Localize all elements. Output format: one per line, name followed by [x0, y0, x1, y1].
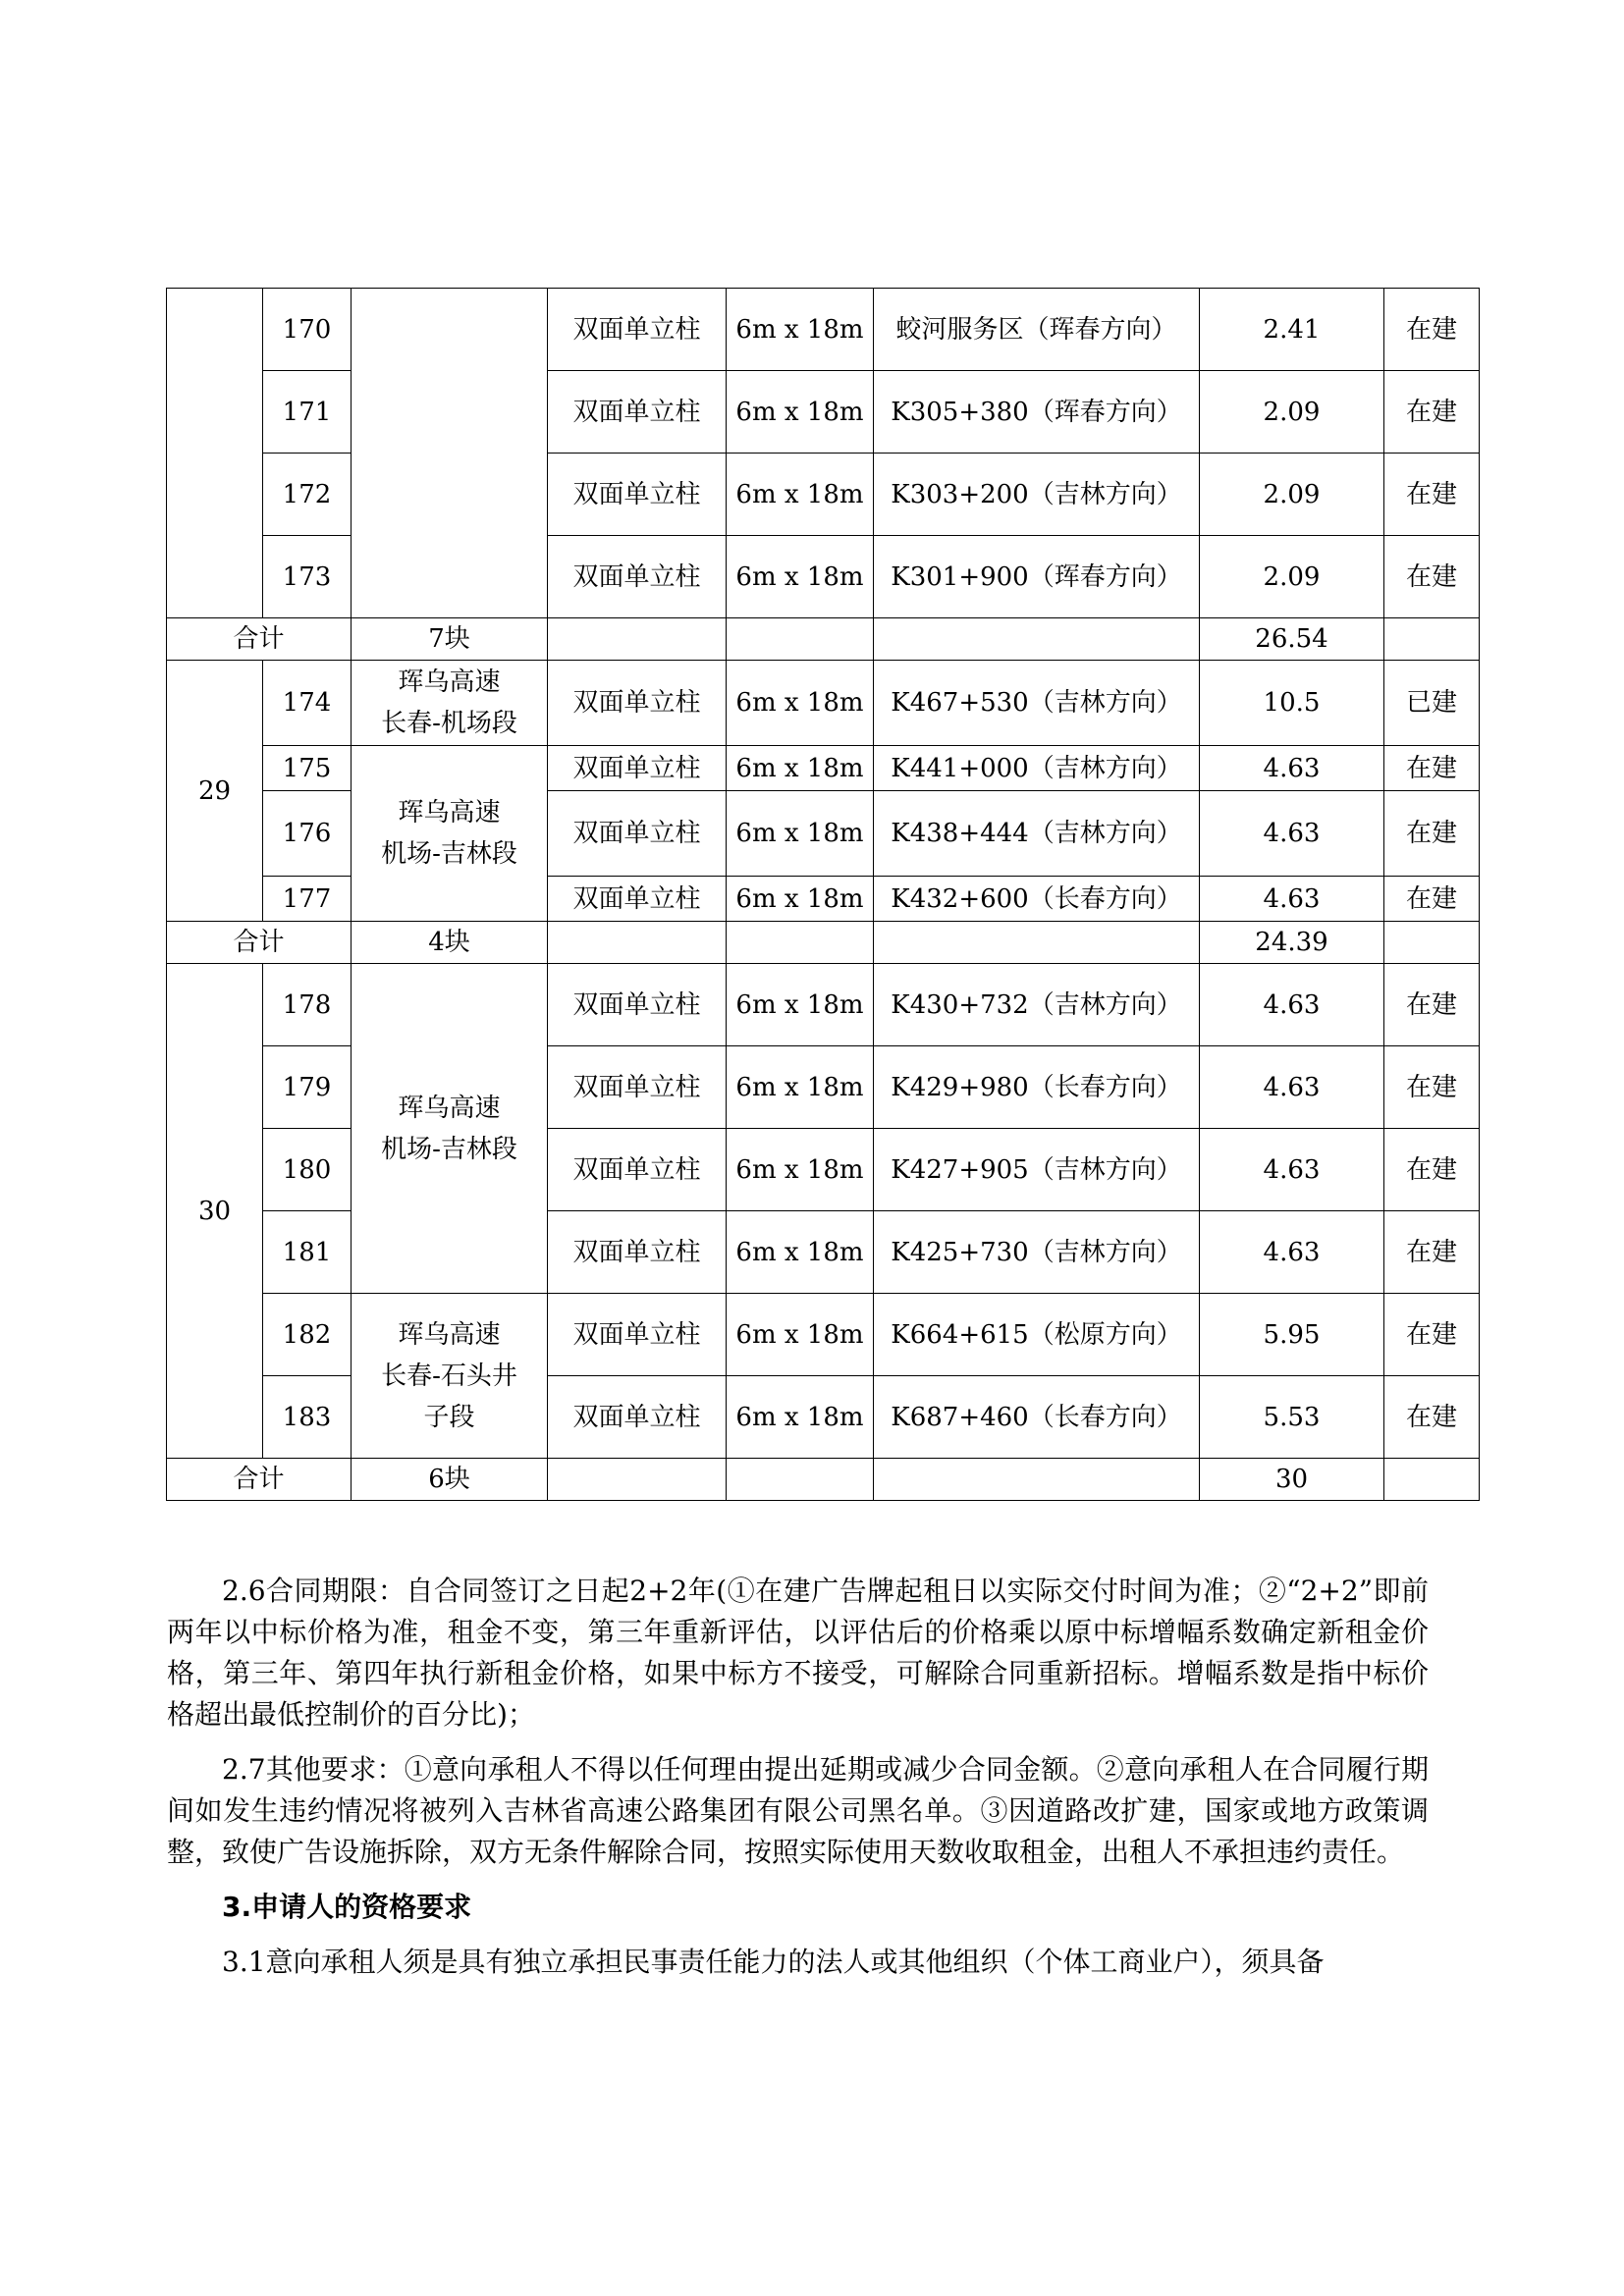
board-type: 双面单立柱 [548, 289, 727, 371]
total-row [167, 1459, 1480, 1501]
board-type: 双面单立柱 [548, 371, 727, 454]
board-size: 6m x 18m [727, 661, 874, 746]
board-size: 6m x 18m [727, 964, 874, 1046]
total-row [167, 618, 1480, 661]
board-price: 2.09 [1200, 536, 1384, 618]
board-size: 6m x 18m [727, 1129, 874, 1211]
row-number: 170 [263, 289, 352, 371]
board-location: K429+980（长春方向） [874, 1046, 1200, 1129]
board-price: 10.5 [1200, 661, 1384, 746]
board-status: 已建 [1384, 661, 1480, 746]
board-type: 双面单立柱 [548, 1129, 727, 1211]
board-size: 6m x 18m [727, 289, 874, 371]
board-type: 双面单立柱 [548, 746, 727, 791]
board-status: 在建 [1384, 964, 1480, 1046]
billboard-table [166, 288, 1480, 1501]
paragraph-2-7: 2.7其他要求：①意向承租人不得以任何理由提出延期或减少合同金额。②意向承租人在合同履行期间如发生违约情况将被列入吉林省高速公路集团有限公司黑名单。③因道路改扩建，国家或地方政策调整，致使广告设施拆除，双方无条件解除合同，按照实际使用天数收取租金，出租人不承担违约责任。 [167, 1753, 1429, 1868]
row-number: 176 [263, 791, 352, 877]
board-status: 在建 [1384, 1376, 1480, 1459]
row-number: 171 [263, 371, 352, 454]
board-type: 双面单立柱 [548, 1376, 727, 1459]
board-price: 5.95 [1200, 1294, 1384, 1376]
row-number: 180 [263, 1129, 352, 1211]
board-type: 双面单立柱 [548, 661, 727, 746]
total-count: 7块 [352, 618, 548, 661]
total-label: 合计 [167, 618, 352, 661]
section-cell [352, 289, 548, 618]
board-location: K687+460（长春方向） [874, 1376, 1200, 1459]
board-status: 在建 [1384, 454, 1480, 536]
board-location: K467+530（吉林方向） [874, 661, 1200, 746]
board-status: 在建 [1384, 536, 1480, 618]
board-price: 4.63 [1200, 746, 1384, 791]
row-number: 173 [263, 536, 352, 618]
board-type: 双面单立柱 [548, 791, 727, 877]
board-status: 在建 [1384, 289, 1480, 371]
board-price: 5.53 [1200, 1376, 1384, 1459]
group-cell [167, 289, 263, 618]
board-location: K664+615（松原方向） [874, 1294, 1200, 1376]
table-row [167, 661, 1480, 746]
group-cell: 30 [167, 964, 263, 1459]
board-type: 双面单立柱 [548, 1294, 727, 1376]
board-location: K301+900（珲春方向） [874, 536, 1200, 618]
board-status: 在建 [1384, 371, 1480, 454]
board-status: 在建 [1384, 1129, 1480, 1211]
row-number: 177 [263, 877, 352, 922]
board-status: 在建 [1384, 746, 1480, 791]
table-row [167, 964, 1480, 1046]
board-size: 6m x 18m [727, 1211, 874, 1294]
row-number: 175 [263, 746, 352, 791]
board-type: 双面单立柱 [548, 454, 727, 536]
row-number: 179 [263, 1046, 352, 1129]
board-price: 4.63 [1200, 1211, 1384, 1294]
section-heading-3: 3.申请人的资格要求 [222, 1891, 472, 1923]
board-size: 6m x 18m [727, 454, 874, 536]
table-row [167, 1294, 1480, 1376]
row-number: 183 [263, 1376, 352, 1459]
board-location: K305+380（珲春方向） [874, 371, 1200, 454]
board-size: 6m x 18m [727, 791, 874, 877]
board-location: K303+200（吉林方向） [874, 454, 1200, 536]
board-location: K432+600（长春方向） [874, 877, 1200, 922]
group-cell: 29 [167, 661, 263, 922]
total-row [167, 922, 1480, 964]
board-status: 在建 [1384, 791, 1480, 877]
board-location: K425+730（吉林方向） [874, 1211, 1200, 1294]
board-type: 双面单立柱 [548, 877, 727, 922]
total-sum: 30 [1200, 1459, 1384, 1501]
board-size: 6m x 18m [727, 746, 874, 791]
board-price: 4.63 [1200, 964, 1384, 1046]
board-location: K438+444（吉林方向） [874, 791, 1200, 877]
board-type: 双面单立柱 [548, 1211, 727, 1294]
total-label: 合计 [167, 1459, 352, 1501]
row-number: 174 [263, 661, 352, 746]
section-cell: 珲乌高速 机场-吉林段 [352, 964, 548, 1294]
body-text [167, 1571, 1429, 1997]
board-status: 在建 [1384, 877, 1480, 922]
board-size: 6m x 18m [727, 536, 874, 618]
row-number: 178 [263, 964, 352, 1046]
total-count: 4块 [352, 922, 548, 964]
board-price: 4.63 [1200, 1129, 1384, 1211]
board-price: 2.41 [1200, 289, 1384, 371]
board-price: 2.09 [1200, 454, 1384, 536]
total-sum: 26.54 [1200, 618, 1384, 661]
table-row [167, 289, 1480, 371]
board-location: K427+905（吉林方向） [874, 1129, 1200, 1211]
board-location: K441+000（吉林方向） [874, 746, 1200, 791]
total-sum: 24.39 [1200, 922, 1384, 964]
paragraph-2-6: 2.6合同期限：自合同签订之日起2+2年(①在建广告牌起租日以实际交付时间为准；②“2+2”即前两年以中标价格为准，租金不变，第三年重新评估，以评估后的价格乘以原中标增幅系数确定新租金价格，第三年、第四年执行新租金价格，如果中标方不接受，可解除合同重新招标。增幅系数是指中标价格超出最低控制价的百分比)； [167, 1575, 1429, 1731]
board-price: 4.63 [1200, 791, 1384, 877]
section-cell: 珲乌高速 长春-石头井 子段 [352, 1294, 548, 1459]
board-type: 双面单立柱 [548, 964, 727, 1046]
paragraph-3-1: 3.1意向承租人须是具有独立承担民事责任能力的法人或其他组织（个体工商业户），须具备 [222, 1946, 1325, 1978]
board-price: 4.63 [1200, 877, 1384, 922]
board-size: 6m x 18m [727, 1046, 874, 1129]
board-size: 6m x 18m [727, 1376, 874, 1459]
board-size: 6m x 18m [727, 1294, 874, 1376]
row-number: 172 [263, 454, 352, 536]
board-price: 2.09 [1200, 371, 1384, 454]
board-status: 在建 [1384, 1294, 1480, 1376]
section-cell: 珲乌高速 机场-吉林段 [352, 746, 548, 922]
board-status: 在建 [1384, 1211, 1480, 1294]
board-type: 双面单立柱 [548, 1046, 727, 1129]
total-label: 合计 [167, 922, 352, 964]
board-size: 6m x 18m [727, 877, 874, 922]
board-type: 双面单立柱 [548, 536, 727, 618]
table-row [167, 746, 1480, 791]
board-price: 4.63 [1200, 1046, 1384, 1129]
board-location: K430+732（吉林方向） [874, 964, 1200, 1046]
row-number: 181 [263, 1211, 352, 1294]
board-status: 在建 [1384, 1046, 1480, 1129]
total-count: 6块 [352, 1459, 548, 1501]
row-number: 182 [263, 1294, 352, 1376]
board-size: 6m x 18m [727, 371, 874, 454]
board-location: 蛟河服务区（珲春方向） [874, 289, 1200, 371]
section-cell: 珲乌高速 长春-机场段 [352, 661, 548, 746]
